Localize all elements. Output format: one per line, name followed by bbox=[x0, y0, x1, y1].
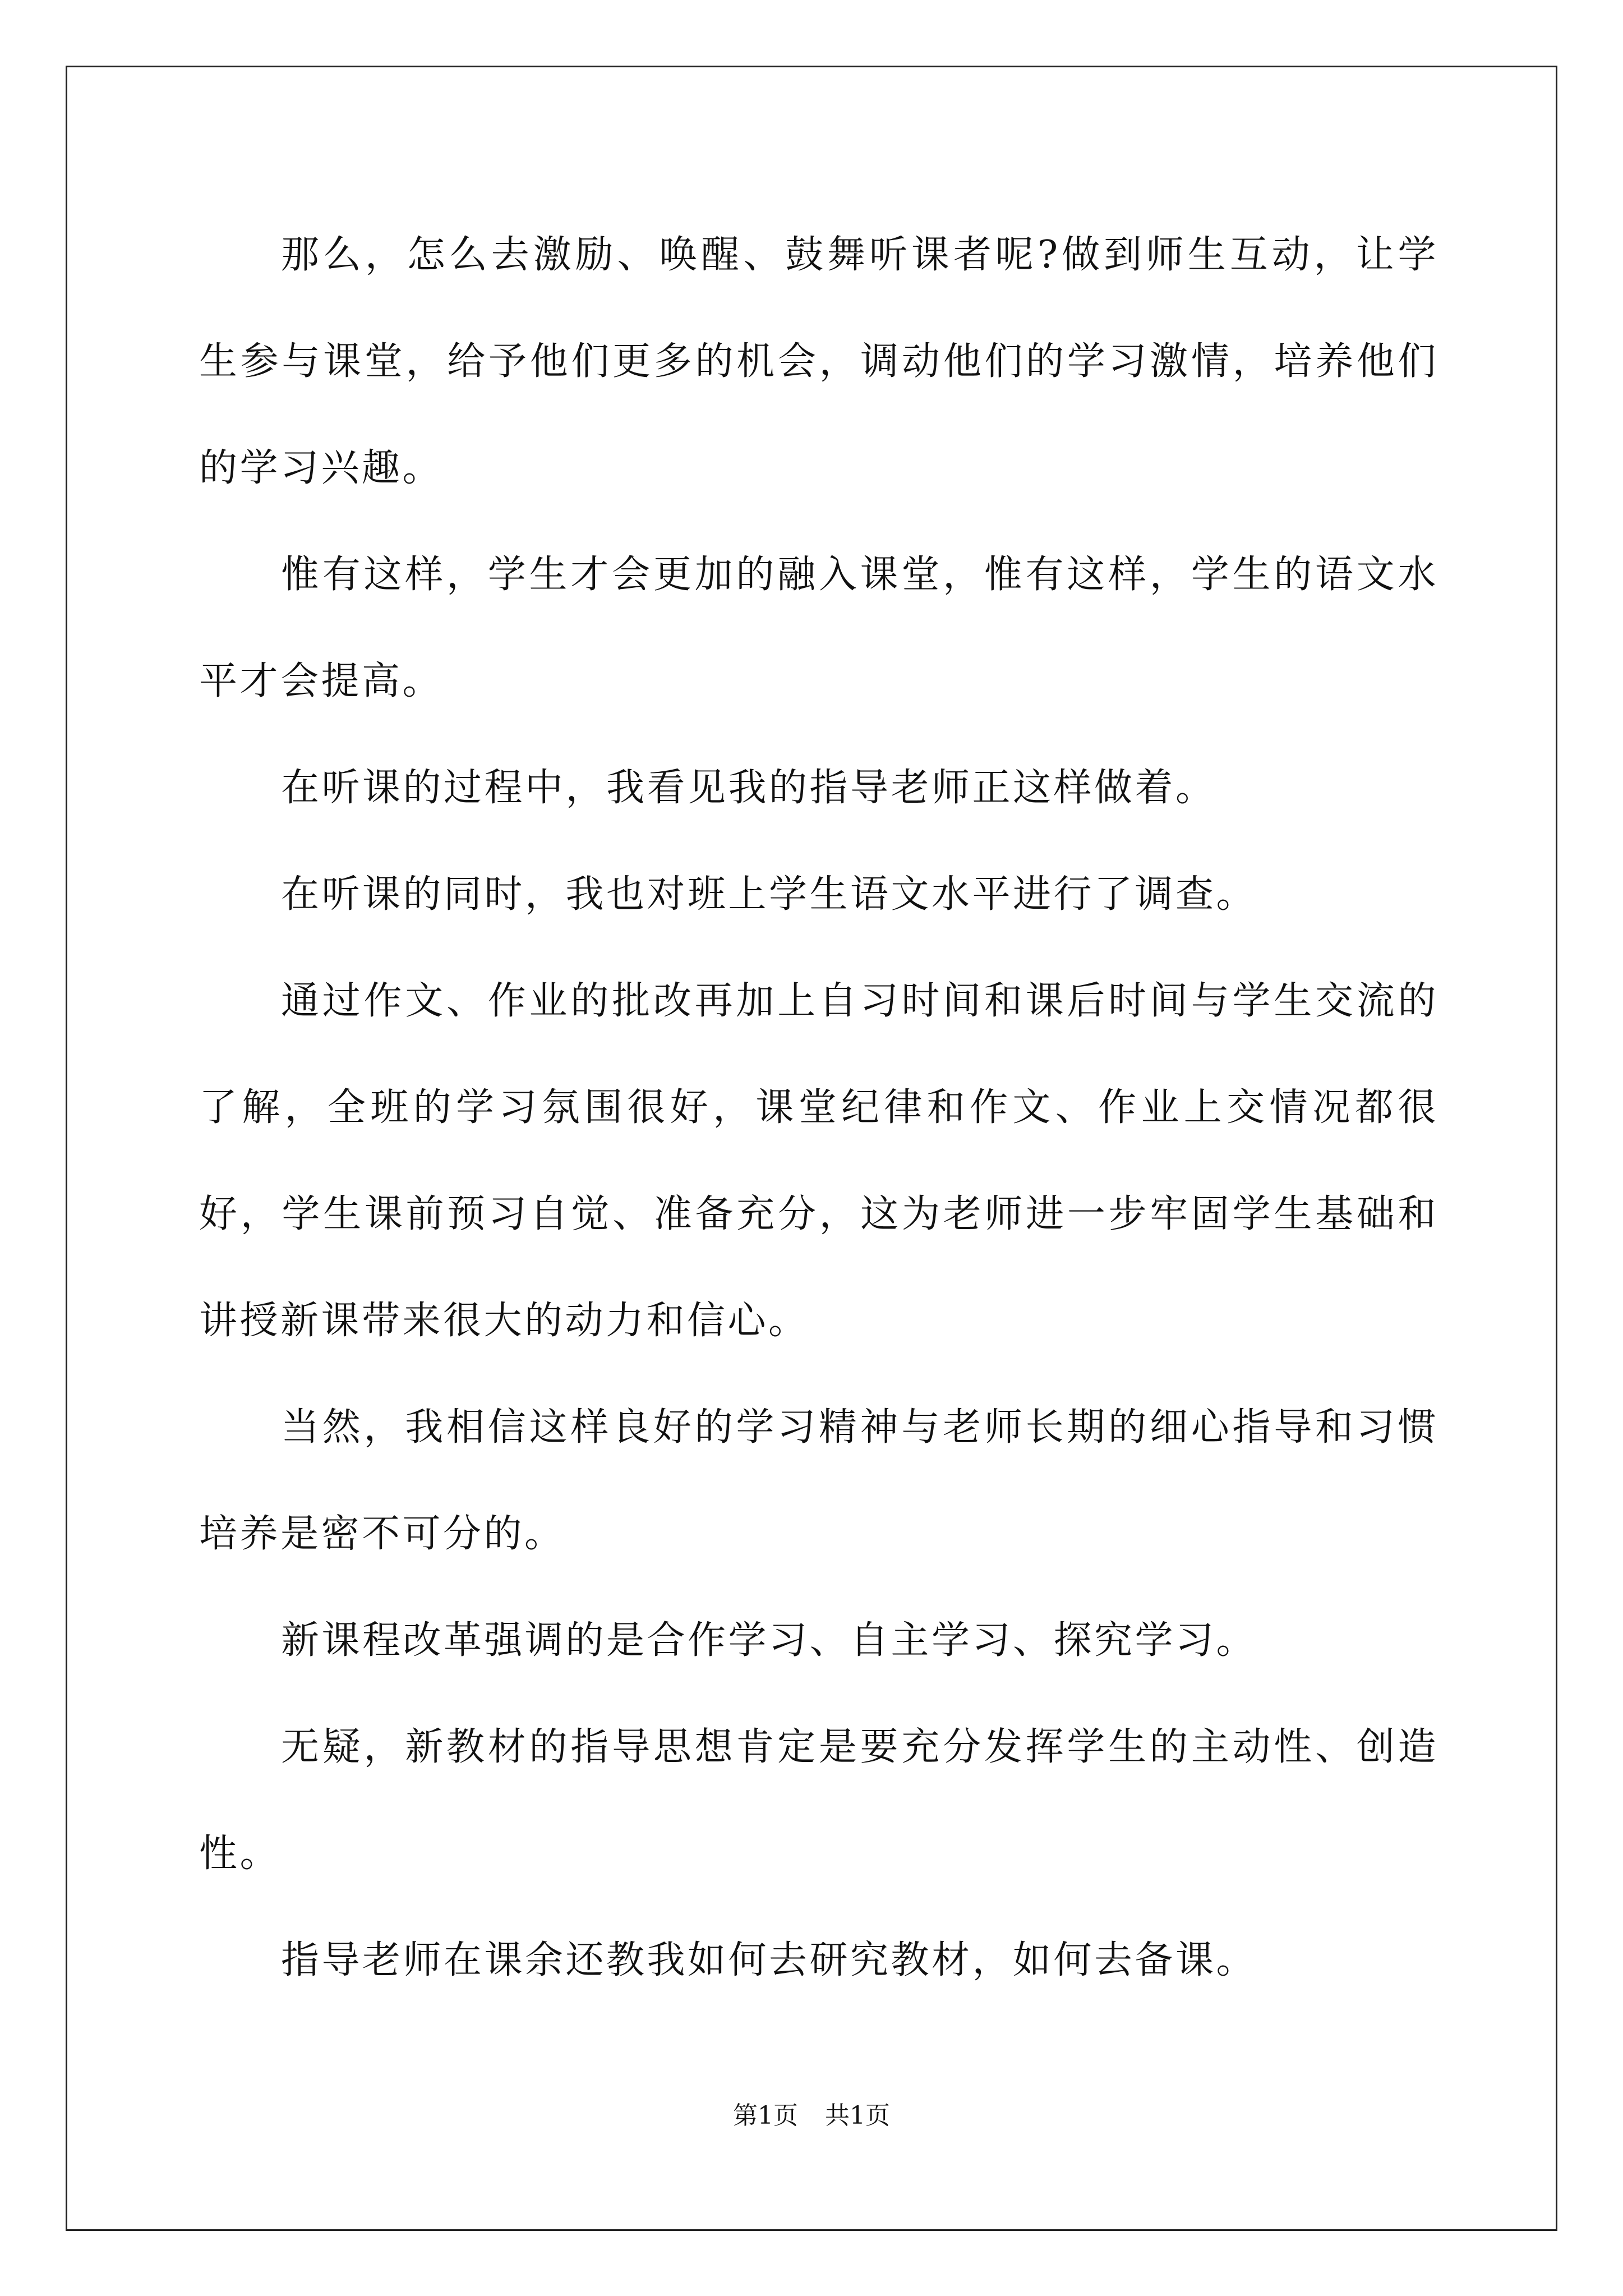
paragraph: 指导老师在课余还教我如何去研究教材，如何去备课。 bbox=[281, 1938, 1257, 1982]
page-number-current: 第1页 bbox=[733, 2101, 798, 2130]
document-body bbox=[199, 202, 1438, 2014]
paragraph: 那么，怎么去激励、唤醒、鼓舞听课者呢?做到师生互动，让学生参与课堂，给予他们更多的机会，调动他们的学习激情，培养他们的学习兴趣。 bbox=[199, 233, 1438, 490]
paragraph: 在听课的同时，我也对班上学生语文水平进行了调查。 bbox=[281, 872, 1257, 917]
paragraph: 新课程改革强调的是合作学习、自主学习、探究学习。 bbox=[281, 1618, 1257, 1663]
page-number-total: 共1页 bbox=[825, 2101, 890, 2130]
paragraph: 当然，我相信这样良好的学习精神与老师长期的细心指导和习惯培养是密不可分的。 bbox=[199, 1405, 1438, 1556]
paragraph: 在听课的过程中，我看见我的指导老师正这样做着。 bbox=[281, 766, 1216, 810]
paragraph: 惟有这样，学生才会更加的融入课堂，惟有这样，学生的语文水平才会提高。 bbox=[199, 553, 1438, 703]
paragraph: 通过作文、作业的批改再加上自习时间和课后时间与学生交流的了解，全班的学习氛围很好，课堂纪律和作文、作业上交情况都很好，学生课前预习自觉、准备充分，这为老师进一步牢固学生基础和讲授新课带来很大的动力和信心。 bbox=[199, 979, 1438, 1343]
page-footer bbox=[0, 2099, 1623, 2133]
paragraph: 无疑，新教材的指导思想肯定是要充分发挥学生的主动性、创造性。 bbox=[199, 1725, 1438, 1876]
